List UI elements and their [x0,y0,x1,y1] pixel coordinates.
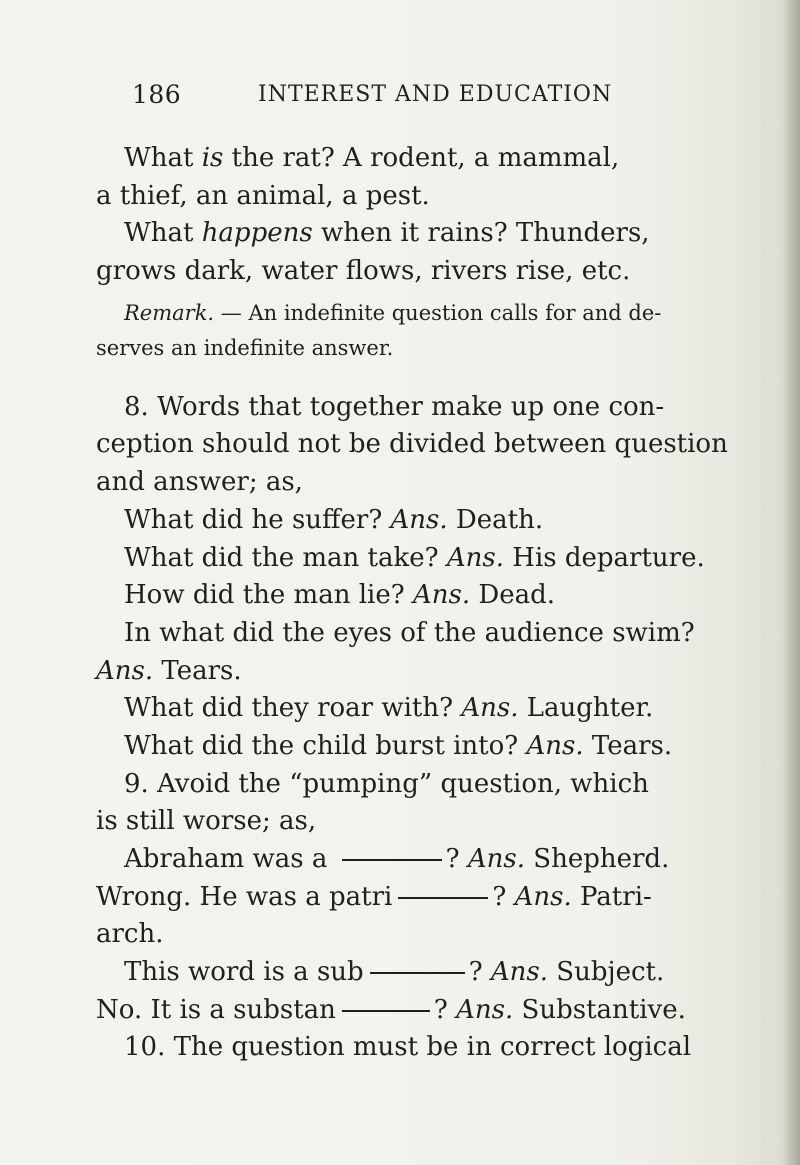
remark-text: — An indefinite question calls for and de- [214,300,662,325]
example-question [96,690,706,728]
pumping-example [96,879,706,917]
example-question [96,540,706,578]
question-text: No. It is a substan [96,994,336,1025]
answer-text: Patri- [571,881,652,912]
emphasis-text: is [201,143,224,173]
answer-text: Tears. [583,730,673,761]
answer-text: Death. [447,504,544,535]
pumping-example [96,954,706,992]
section-8-line: and answer; as, [96,467,303,498]
text-line: a thief, an animal, a pest. [96,180,430,211]
page-header [0,80,800,120]
ans-label: Ans. [461,693,519,724]
ans-label: Ans. [390,504,448,535]
text-line: grows dark, water flows, rivers rise, etc. [96,256,631,287]
pumping-example: arch. [96,919,164,950]
ans-label: Ans. [446,542,504,573]
example-question [96,728,706,766]
answer-text: Dead. [470,580,555,611]
answer-text: Substantive. [513,994,686,1025]
answer-text: Laughter. [518,693,654,724]
ans-label: Ans. [96,655,154,686]
section-9-line: is still worse; as, [96,806,317,837]
example-question: In what did the eyes of the audience swim? [124,617,695,648]
question-text: What did he suffer? [124,504,391,535]
text-line [96,140,706,178]
text-fragment: What [124,218,202,249]
answer-text: Tears. [153,655,242,686]
question-text: What did the man take? [124,542,447,573]
question-text: How did the man lie? [124,580,413,611]
answer-text: His departure. [504,542,705,573]
text-fragment: What [124,143,202,173]
blank-rule [342,1010,430,1012]
page-edge-shadow [782,0,800,1165]
ans-label: Ans. [526,730,584,761]
example-answer [96,653,706,691]
pumping-example [96,992,706,1030]
emphasis-text: happens [201,218,313,249]
question-text: What did they roar with? [124,693,462,724]
blank-rule [342,859,442,861]
remark-line [96,298,706,330]
text-fragment: when it rains? Thunders, [312,218,650,249]
section-8-line: 8. Words that together make up one con- [124,391,665,422]
section-9-line: 9. Avoid the “pumping” question, which [124,768,649,799]
text-line [96,215,706,253]
question-text: This word is a sub [124,957,364,988]
ans-label: Ans. [412,580,471,611]
remark-label: Remark. [124,300,215,325]
page-number: 186 [132,80,182,109]
question-mark: ? [433,994,457,1025]
pumping-example [96,841,706,879]
section-8-line: ception should not be divided between question [96,429,728,460]
answer-text: Shepherd. [525,844,670,874]
example-question [96,502,706,540]
question-text: Abraham was a [124,844,336,874]
answer-text: Subject. [548,957,665,988]
question-mark: ? [468,957,491,988]
example-question [96,577,706,615]
ans-label: Ans. [467,844,526,874]
question-text: Wrong. He was a patri [96,881,393,912]
question-mark: ? [492,881,515,912]
section-10-line: 10. The question must be in correct logical [124,1032,692,1063]
question-mark: ? [445,844,468,874]
text-fragment: the rat? A rodent, a mammal, [223,143,620,173]
ans-label: Ans. [490,957,549,988]
blank-rule [370,972,465,974]
blank-rule [398,897,488,899]
body-text [96,140,728,1067]
ans-label: Ans. [514,881,572,912]
running-head: INTEREST AND EDUCATION [258,82,613,107]
remark-line: serves an indefinite answer. [96,336,394,361]
ans-label: Ans. [456,994,514,1025]
question-text: What did the child burst into? [124,730,527,761]
